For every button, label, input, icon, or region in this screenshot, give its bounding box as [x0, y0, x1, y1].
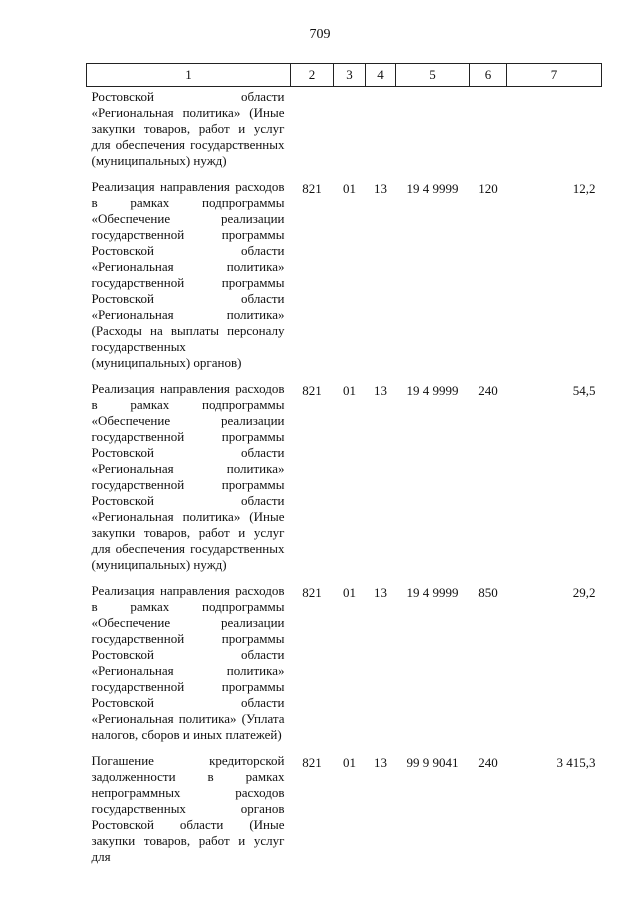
- expense-type-code: 850: [478, 585, 498, 600]
- table-row: [87, 87, 602, 178]
- subsection-code: 13: [374, 585, 387, 600]
- table-row: [87, 581, 602, 751]
- target-article-code: 19 4 9999: [406, 181, 459, 196]
- section-code: [334, 87, 366, 178]
- table-row: [87, 379, 602, 581]
- item-description: Реализация направления расходов в рамках подпрограммы «Обеспечение реализации государственной программы Ростовской области «Региональная политика» государственной программы Ростовской области «Региональная политика» (Расходы на выплаты персоналу государственных (муниципальных) органов): [91, 179, 285, 370]
- expense-type-code: 120: [478, 181, 498, 196]
- item-description: Реализация направления расходов в рамках подпрограммы «Обеспечение реализации государственной программы Ростовской области «Региональная политика» государственной программы Ростовской области «Региональная политика» (Иные закупки товаров, работ и услуг для обеспечения государственных (муниципальных) нужд): [91, 381, 285, 572]
- item-description: Ростовской области «Региональная политика» (Иные закупки товаров, работ и услуг для обеспечения государственных (муниципальных) нужд): [91, 89, 285, 168]
- item-description: Реализация направления расходов в рамках подпрограммы «Обеспечение реализации государственной программы Ростовской области «Региональная политика» государственной программы Ростовской области «Региональная политика» (Уплата налогов, сборов и иных платежей): [91, 583, 285, 742]
- amount: [507, 87, 602, 178]
- budget-table: [86, 63, 602, 873]
- subsection-code: [366, 87, 396, 178]
- expense-type-code: 240: [478, 383, 498, 398]
- column-header: 5: [396, 64, 470, 87]
- section-code: 01: [343, 181, 356, 196]
- subsection-code: 13: [374, 383, 387, 398]
- target-article-code: [396, 87, 470, 178]
- table-row: [87, 177, 602, 379]
- expense-type-code: 240: [478, 755, 498, 770]
- amount: 29,2: [572, 585, 596, 600]
- amount: 3 415,3: [556, 755, 596, 770]
- column-header: 3: [334, 64, 366, 87]
- column-header: 6: [470, 64, 507, 87]
- table-row: [87, 751, 602, 873]
- item-description: Погашение кредиторской задолженности в рамках непрограммных расходов государственных органов Ростовской области (Иные закупки товаров, работ и услуг для: [91, 753, 285, 864]
- target-article-code: 99 9 9041: [406, 755, 459, 770]
- page-number: 709: [309, 27, 331, 42]
- subsection-code: 13: [374, 755, 387, 770]
- header-row: [87, 64, 602, 87]
- section-code: 01: [343, 383, 356, 398]
- ministry-code: [291, 87, 334, 178]
- column-header: 7: [507, 64, 602, 87]
- column-header: 4: [366, 64, 396, 87]
- column-header: 2: [291, 64, 334, 87]
- section-code: 01: [343, 755, 356, 770]
- target-article-code: 19 4 9999: [406, 585, 459, 600]
- ministry-code: 821: [302, 755, 322, 770]
- amount: 54,5: [572, 383, 596, 398]
- ministry-code: 821: [302, 181, 322, 196]
- ministry-code: 821: [302, 383, 322, 398]
- amount: 12,2: [572, 181, 596, 196]
- expense-type-code: [470, 87, 507, 178]
- subsection-code: 13: [374, 181, 387, 196]
- column-header: 1: [87, 64, 291, 87]
- ministry-code: 821: [302, 585, 322, 600]
- section-code: 01: [343, 585, 356, 600]
- target-article-code: 19 4 9999: [406, 383, 459, 398]
